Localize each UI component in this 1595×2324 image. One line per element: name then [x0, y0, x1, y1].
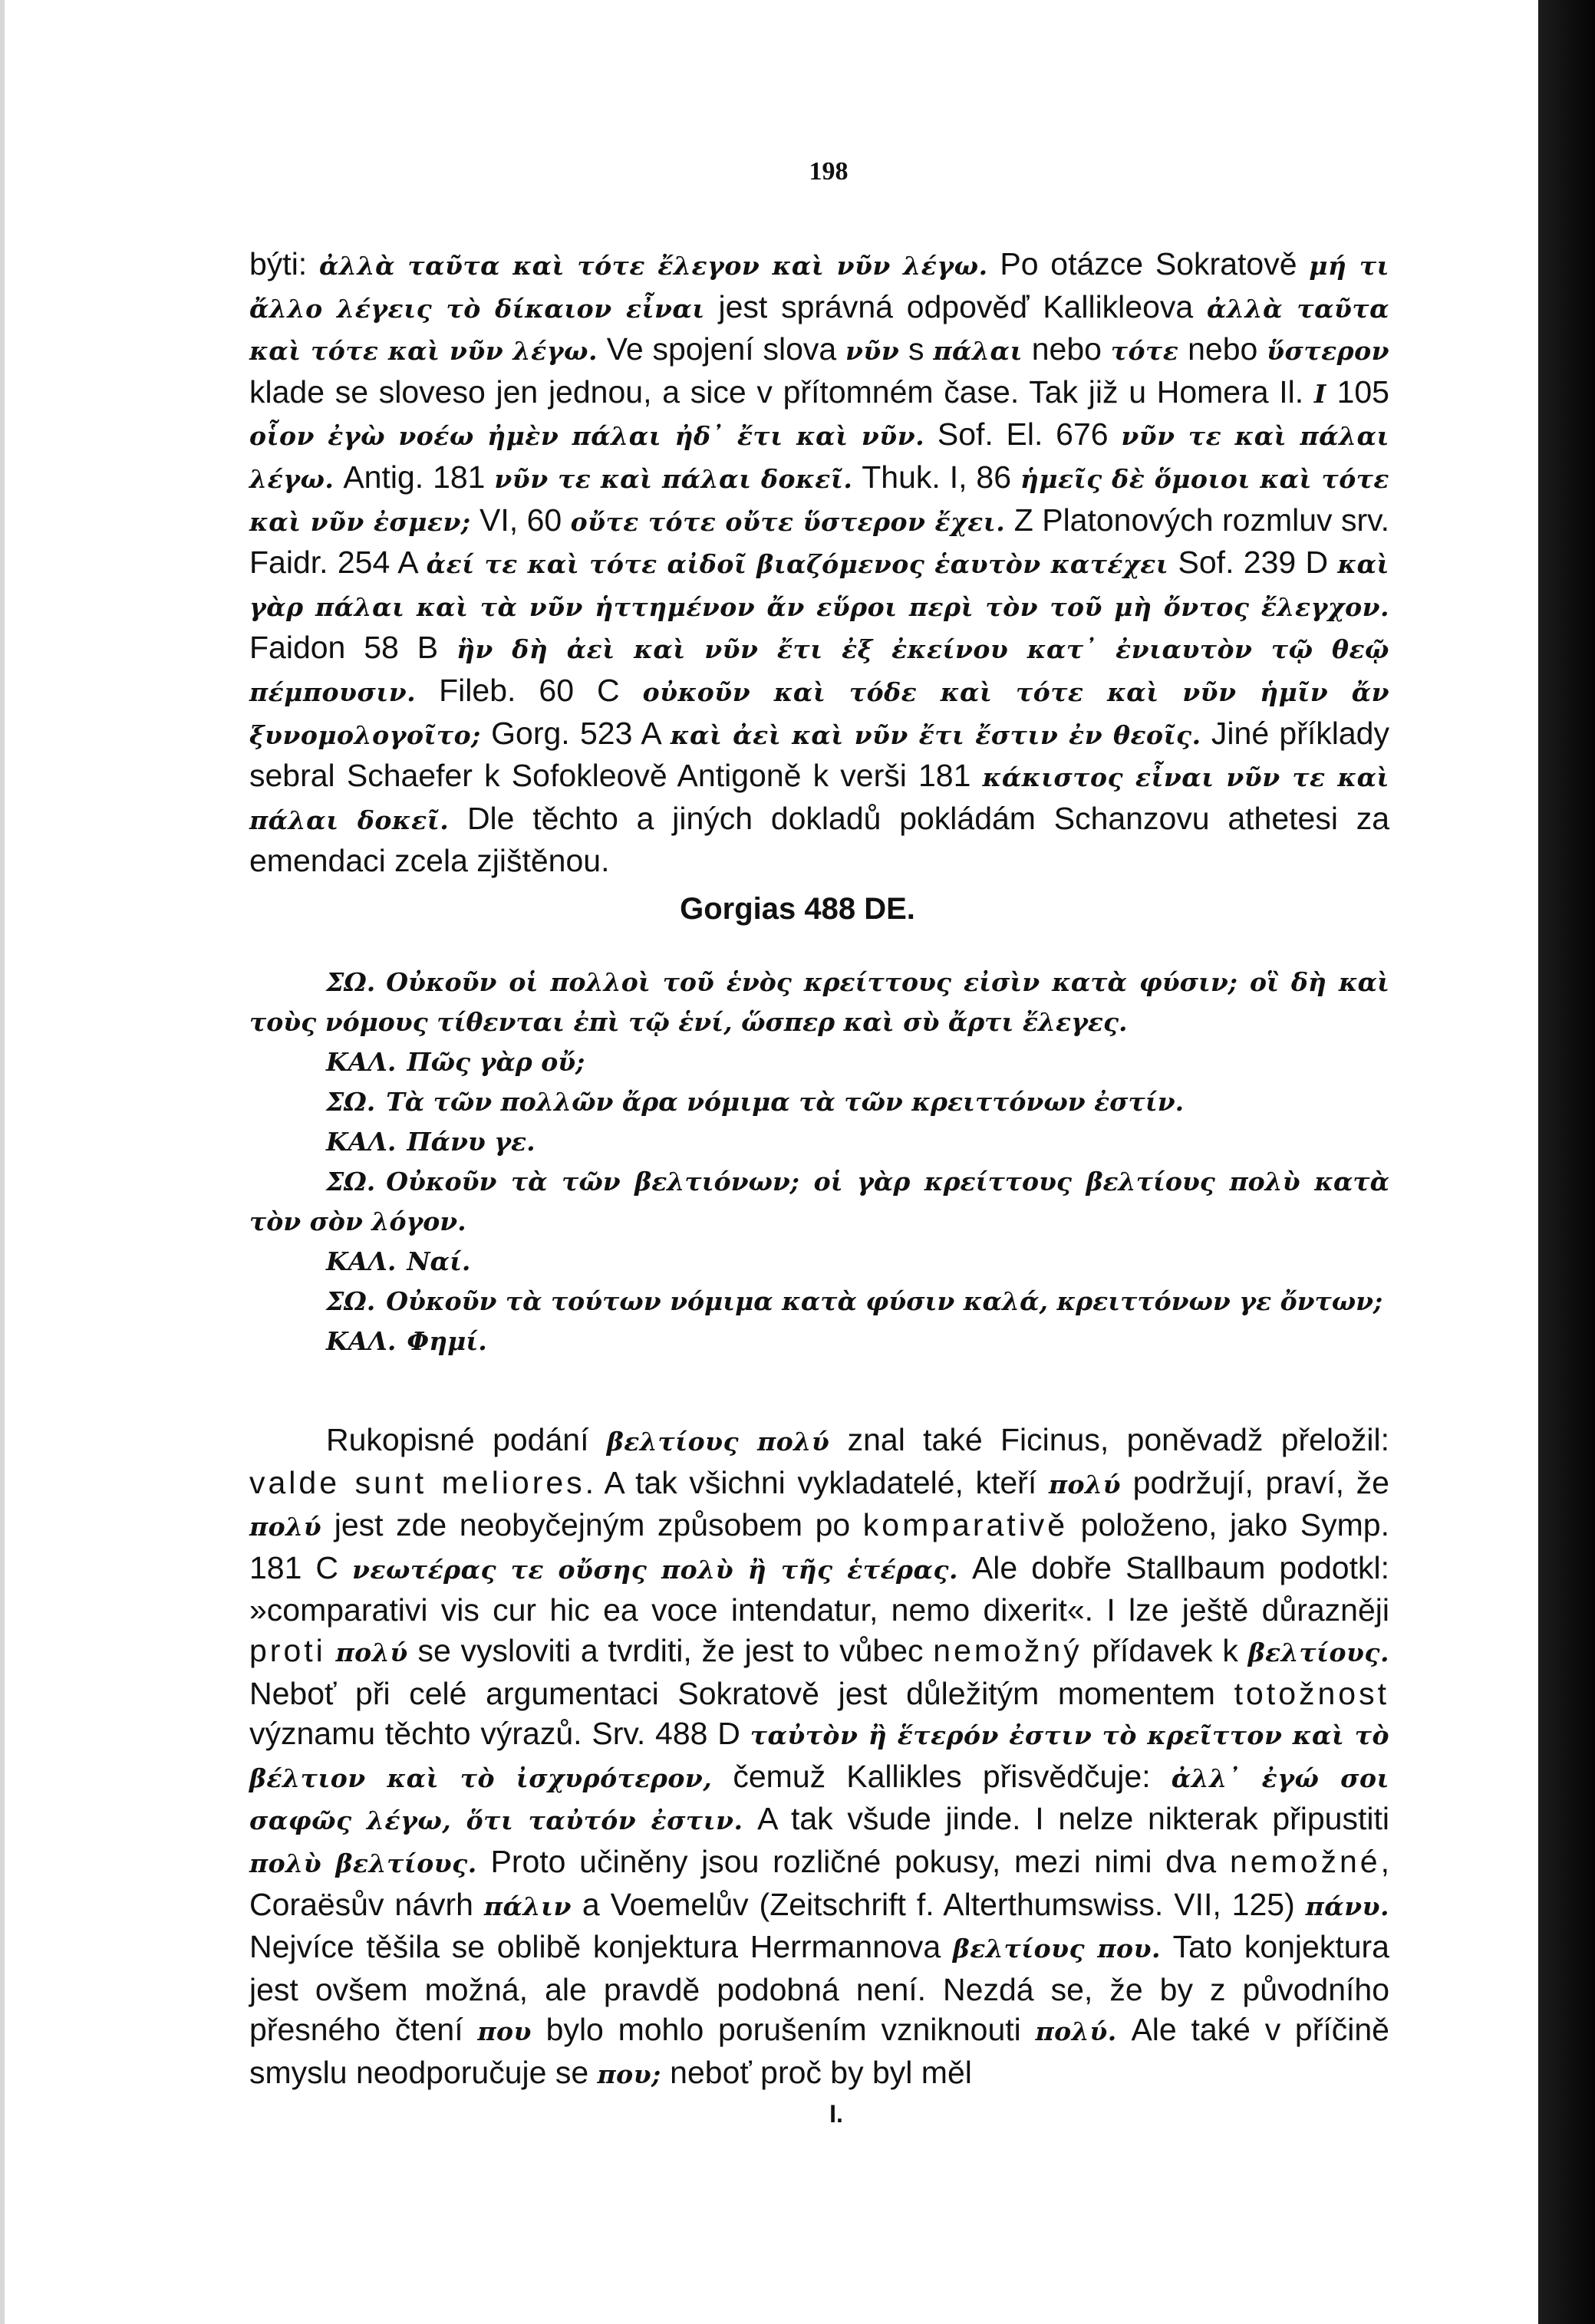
dialogue-line — [249, 1122, 1389, 1162]
text-run: čemuž Kallikles přisvědčuje: — [712, 1758, 1172, 1794]
speaker-label: ΣΩ. — [326, 967, 376, 997]
text-run: jest zde neobyčejným způsobem po — [321, 1507, 863, 1543]
text-run: 105 — [1326, 374, 1389, 410]
page-number: 198 — [809, 157, 849, 186]
text-run: VI, 60 — [470, 502, 571, 538]
text-run: , Coraësův návrh — [249, 1843, 1390, 1922]
spaced-emphasis: totožnost — [1234, 1675, 1389, 1711]
scan-right-edge — [1538, 0, 1595, 2324]
text-run: Ve spojení slova — [597, 331, 846, 367]
greek-quote: I — [1313, 378, 1326, 409]
text-run: neboť proč by byl měl — [661, 2054, 972, 2090]
dialogue-line — [249, 1242, 1389, 1282]
text-run: Z Platonových rozmluv srv. Faidr. 254 A — [249, 502, 1389, 581]
section-title: Gorgias 488 DE. — [680, 892, 915, 926]
speaker-label: ΣΩ. — [326, 1087, 376, 1117]
greek-quote: βελτίους που. — [952, 1934, 1161, 1964]
spaced-emphasis: komparativě — [862, 1507, 1069, 1543]
dialogue-text: Οὐκοῦν οἱ πολλοὶ τοῦ ἑνὸς κρείττους εἰσὶν κατὰ φύσιν; οἳ δὴ καὶ τοὺς νόμους τίθενται ἐπὶ τῷ ἑνί, ὥσπερ καὶ σὺ ἄρτι ἔλεγες. — [249, 967, 1389, 1037]
dialogue-block — [249, 963, 1389, 1361]
spaced-emphasis: nemožné — [1229, 1843, 1381, 1879]
text-run: nebo — [1022, 331, 1111, 367]
text-run: významu těchto výrazů. Srv. 488 D — [249, 1716, 750, 1752]
dialogue-text: Πῶς γὰρ οὔ; — [407, 1047, 585, 1077]
greek-quote: ὕστερον — [1267, 336, 1389, 367]
text-run: . A tak všichni vykladatelé, kteří — [585, 1464, 1049, 1500]
text-run: Jiné příklady sebral Schaefer k Sofokleově Antigoně k verši 181 — [249, 715, 1389, 794]
greek-quote: ἡμεῖς δὲ ὅμοιοι καὶ τότε καὶ νῦν ἐσμεν; — [249, 463, 1389, 537]
text-run: Sof. El. 676 — [924, 416, 1122, 453]
text-run: A tak všude jinde. I nelze nikterak připustiti — [743, 1801, 1389, 1837]
greek-quote: οἷον ἐγὼ νοέω ἠμὲν πάλαι ἠδ᾽ ἔτι καὶ νῦν. — [249, 421, 925, 452]
greek-quote: πολύ. — [1035, 2016, 1117, 2047]
dialogue-line — [249, 1082, 1389, 1122]
text-run: podržují, praví, že — [1121, 1464, 1389, 1500]
text-run: se vysloviti a tvrditi, že jest to vůbec — [407, 1632, 934, 1668]
greek-quote: κάκιστος εἶναι νῦν τε καὶ πάλαι δοκεῖ. — [249, 762, 1389, 835]
dialogue-text: Οὐκοῦν τὰ τούτων νόμιμα κατὰ φύσιν καλά, κρειττόνων γε ὄντων; — [386, 1286, 1383, 1316]
rukopis-text — [249, 1420, 1389, 2095]
greek-quote: οὐκοῦν καὶ τόδε καὶ τότε καὶ νῦν ἡμῖν ἄν ξυνομολογοῖτο; — [249, 676, 1389, 750]
text-run: Proto učiněny jsou rozličné pokusy, mezi nimi dva — [476, 1843, 1230, 1879]
text-run: klade se sloveso jen jednou, a sice v přítomném čase. Tak již u Homera Il. — [249, 374, 1314, 410]
text-run — [326, 1633, 336, 1668]
greek-quote: ἀεί τε καὶ τότε αἰδοῖ βιαζόμενος ἑαυτὸν κατέχει — [426, 549, 1169, 580]
scan-left-edge — [0, 0, 5, 2324]
speaker-label: ΚΑΛ. — [326, 1326, 397, 1356]
text-run: Neboť při celé argumentaci Sokratově jest důležitým momentem — [249, 1675, 1234, 1711]
greek-quote: οὔτε τότε οὔτε ὕστερον ἔχει. — [570, 506, 1006, 537]
dialogue-text: Πάνυ γε. — [407, 1127, 536, 1157]
text-run: jest správná odpověď Kallikleova — [704, 288, 1207, 324]
text-run: s — [899, 331, 934, 367]
text-run: Faidon 58 B — [249, 630, 456, 666]
text-run: znal také Ficinus, poněvadž přeložil: — [829, 1422, 1389, 1457]
intro-text — [249, 244, 1389, 881]
text-run: nebo — [1178, 331, 1267, 367]
text-run: Sof. 239 D — [1168, 545, 1338, 581]
greek-quote: ταὐτὸν ἢ ἕτερόν ἐστιν τὸ κρεῖττον καὶ τὸ βέλτιον καὶ τὸ ἰσχυρότερον, — [249, 1720, 1390, 1793]
speaker-label: ΚΑΛ. — [326, 1127, 397, 1157]
dialogue-line — [249, 963, 1389, 1042]
dialogue-text: Τὰ τῶν πολλῶν ἄρα νόμιμα τὰ τῶν κρειττόνων ἐστίν. — [386, 1087, 1185, 1117]
greek-quote: που — [477, 2016, 532, 2047]
text-run: položeno, jako Symp. 181 C — [249, 1507, 1389, 1585]
greek-quote: πάλαι — [933, 336, 1023, 367]
greek-quote: ἣν δὴ ἀεὶ καὶ νῦν ἔτι ἐξ ἐκείνου κατ᾽ ἐνιαυτὸν τῷ θεῷ πέμπουσιν. — [249, 634, 1389, 707]
greek-quote: πάλιν — [483, 1891, 572, 1921]
greek-quote: πολὺ βελτίους. — [249, 1848, 477, 1878]
text-run: Ale dobře Stallbaum podotkl: »comparativi vis cur hic ea voce intendatur, nemo dixerit«. I lze ještě důrazněji — [249, 1549, 1389, 1628]
dialogue-text: Οὐκοῦν τὰ τῶν βελτιόνων; οἱ γὰρ κρείττους βελτίους πολὺ κατὰ τὸν σὸν λόγον. — [249, 1167, 1389, 1236]
dialogue-line — [249, 1322, 1389, 1361]
speaker-label: ΚΑΛ. — [326, 1047, 397, 1077]
text-run: Dle těchto a jiných dokladů pokládám Schanzovu athetesi za emendaci zcela zjištěnou. — [249, 800, 1389, 879]
text-run: Ale také v příčině smyslu neodporučuje se — [249, 2012, 1389, 2090]
greek-quote: βελτίους πολύ — [606, 1427, 830, 1457]
speaker-label: ΣΩ. — [326, 1286, 376, 1316]
greek-quote: ἀλλ᾽ ἐγώ σοι σαφῶς λέγω, ὅτι ταὐτόν ἐστιν. — [249, 1763, 1389, 1836]
intro-paragraph — [249, 244, 1389, 881]
text-run: Tato konjektura jest ovšem možná, ale pravdě podobná není. Nezdá se, že by z původního přesného čtení — [249, 1929, 1389, 2048]
signature-mark: I. — [829, 2100, 843, 2128]
greek-quote: ἀλλὰ ταῦτα καὶ τότε καὶ νῦν λέγω. — [249, 293, 1389, 367]
greek-quote: πολύ — [1048, 1469, 1122, 1499]
text-run: a Voemelův (Zeitschrift f. Alterthumswiss. VII, 125) — [571, 1886, 1306, 1922]
text-run: Thuk. I, 86 — [852, 459, 1020, 495]
dialogue-line — [249, 1042, 1389, 1082]
greek-quote: πολύ — [335, 1637, 408, 1667]
spaced-emphasis: nemožný — [933, 1632, 1083, 1668]
speaker-label: ΚΑΛ. — [326, 1246, 397, 1276]
text-run: Fileb. 60 C — [416, 672, 643, 708]
dialogue-text: Φημί. — [407, 1326, 487, 1356]
greek-quote: βελτίους. — [1247, 1637, 1389, 1667]
greek-quote: μή τι ἄλλο λέγεις τὸ δίκαιον εἶναι — [249, 251, 1389, 324]
text-run: Antig. 181 — [334, 459, 495, 495]
greek-quote: που; — [597, 2059, 661, 2089]
greek-quote: νεωτέρας τε οὔσης πολὺ ἢ τῆς ἑτέρας. — [352, 1554, 958, 1585]
greek-quote: νῦν τε καὶ πάλαι δοκεῖ. — [494, 463, 853, 494]
dialogue-text: Ναί. — [407, 1246, 471, 1276]
greek-quote: πάνυ. — [1305, 1891, 1389, 1921]
greek-quote: νῦν τε καὶ πάλαι λέγω. — [249, 421, 1390, 494]
greek-quote: νῦν — [845, 336, 900, 367]
text-run: přídavek k — [1082, 1632, 1248, 1668]
greek-quote: καὶ γὰρ πάλαι καὶ τὰ νῦν ἡττημένον ἄν εὕροι περὶ τὸν τοῦ μὴ ὄντος ἔλεγχον. — [249, 549, 1389, 622]
greek-quote: πολύ — [249, 1512, 322, 1542]
rukopis-paragraph — [249, 1420, 1389, 2095]
dialogue-line — [249, 1282, 1389, 1322]
text-run: Po otázce Sokratově — [987, 246, 1310, 281]
text-run: bylo mohlo porušením vzniknouti — [531, 2012, 1036, 2048]
text-run: Gorg. 523 A — [480, 715, 671, 751]
speaker-label: ΣΩ. — [326, 1167, 376, 1197]
text-run: býti: — [249, 246, 319, 281]
greek-quote: τότε — [1110, 336, 1179, 367]
spaced-emphasis: proti — [249, 1632, 326, 1668]
dialogue-line — [249, 1162, 1389, 1242]
text-run: Rukopisné podání — [326, 1422, 607, 1457]
spaced-emphasis: valde sunt meliores — [249, 1464, 585, 1500]
greek-quote: ἀλλὰ ταῦτα καὶ τότε ἔλεγον καὶ νῦν λέγω. — [318, 251, 988, 281]
greek-quote: καὶ ἀεὶ καὶ νῦν ἔτι ἔστιν ἐν θεοῖς. — [670, 719, 1201, 750]
text-run: Nejvíce těšila se oblibě konjektura Herrmannova — [249, 1929, 953, 1965]
